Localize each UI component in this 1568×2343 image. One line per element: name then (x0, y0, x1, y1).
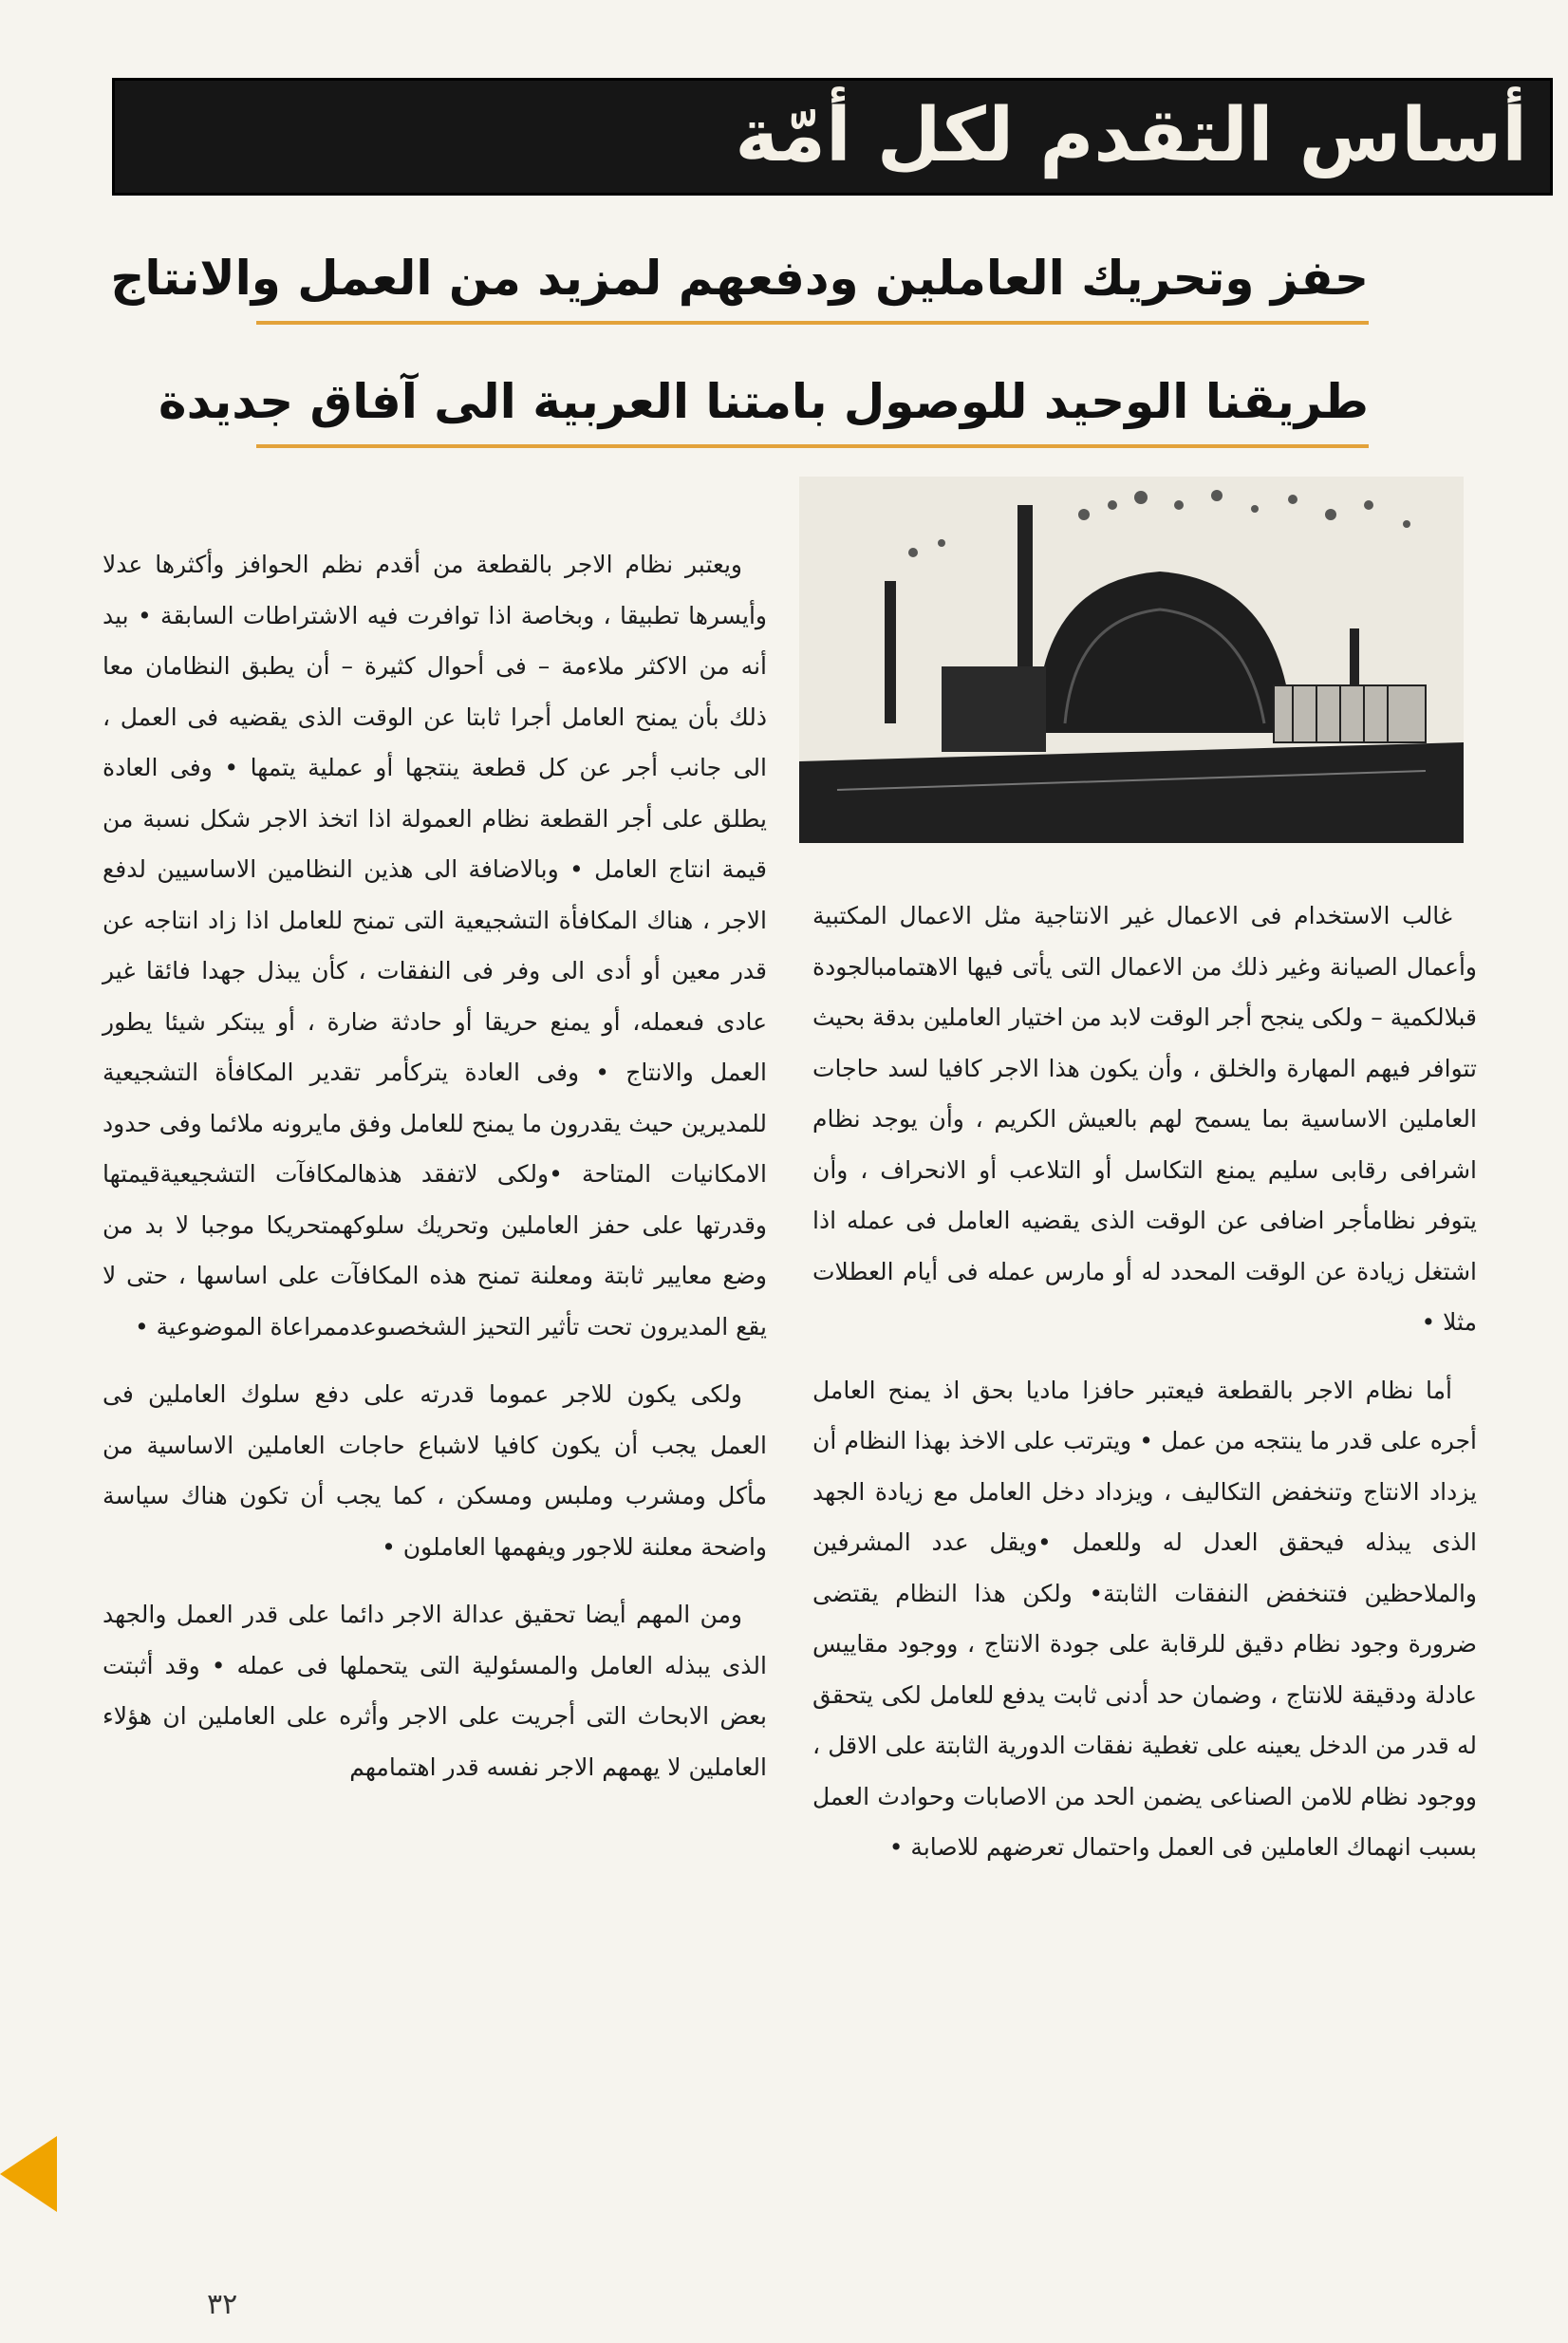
left-column (103, 539, 767, 1809)
right-paragraph-1: غالب الاستخدام فى الاعمال غير الانتاجية مثل الاعمال المكتبية وأعمال الصيانة وغير ذلك من الاعمال التى يأتى فيها الاهتمامبالجودة قبلالكمية – ولكى ينجح أجر الوقت لابد من اختيار العاملين بدقة بحيث تتوافر فيهم المهارة والخلق ، وأن يكون هذا الاجر كافيا لسد حاجات العاملين الاساسية بما يسمح لهم بالعيش الكريم ، وأن يوجد نظام اشرافى رقابى سليم يمنع التكاسل أو التلاعب أو الانحراف ، وأن يتوفر نظامأجر اضافى عن الوقت الذى يقضيه العامل فى عمله اذا اشتغل زيادة عن الوقت المحدد له أو مارس عمله فى أيام العطلات مثلا • (812, 902, 1477, 1336)
page-number: ٣٢ (207, 2288, 238, 2321)
factory-illustration-icon (799, 477, 1464, 843)
left-paragraph-2: ولكى يكون للاجر عموما قدرته على دفع سلوك العاملين فى العمل يجب أن يكون كافيا لاشباع حاجات العاملين الاساسية من مأكل ومشرب وملبس ومسكن ، كما يجب أن تكون هناك سياسة واضحة معلنة للاجور ويفهمها العاملون • (103, 1380, 767, 1561)
headline-underline-2 (256, 444, 1369, 448)
headline-line-2: طريقنا الوحيد للوصول بامتنا العربية الى آفاق جديدة (159, 374, 1369, 429)
title-banner (112, 78, 1553, 196)
headline-underline-1 (256, 321, 1369, 325)
page-turn-arrow-icon (0, 2136, 57, 2212)
right-column (812, 890, 1477, 1890)
left-paragraph-1: ويعتبر نظام الاجر بالقطعة من أقدم نظم الحوافز وأكثرها عدلا وأيسرها تطبيقا ، وبخاصة اذا توافرت فيه الاشتراطات السابقة • بيد أنه من الاكثر ملاءمة – فى أحوال كثيرة – أن يطبق النظامان معا ذلك بأن يمنح العامل أجرا ثابتا عن الوقت الذى يقضيه فى العمل ، الى جانب أجر عن كل قطعة ينتجها أو عملية يتمها • وفى العادة يطلق على أجر القطعة نظام العمولة اذا اتخذ الاجر شكل نسبة من قيمة انتاج العامل • وبالاضافة الى هذين النظامين الاساسيين لدفع الاجر ، هناك المكافأة التشجيعية التى تمنح للعامل اذا زاد انتاجه عن قدر معين أو أدى الى وفر فى النفقات ، كأن يبذل جهدا فائقا غير عادى فىعمله، أو يمنع حريقا أو حادثة ضارة ، أو يبتكر شيئا يطور العمل والانتاج • وفى العادة يتركأمر تقدير المكافأة التشجيعية للمديرين حيث يقدرون ما يمنح للعامل وفق مايرونه ملائما وفى حدود الامكانيات المتاحة •ولكى لاتفقد هذهالمكافآت التشجيعيةقيمتها وقدرتها على حفز العاملين وتحريك سلوكهمتحريكا موجبا لا بد من وضع معايير ثابتة ومعلنة تمنح هذه المكافآت على اساسها ، حتى لا يقع المديرون تحت تأثير التحيز الشخصىوعدممراعاة الموضوعية • (103, 551, 767, 1340)
left-paragraph-3: ومن المهم أيضا تحقيق عدالة الاجر دائما على قدر العمل والجهد الذى يبذله العامل والمسئولية التى يتحملها فى عمله • وقد أثبتت بعض الابحاث التى أجريت على الاجر وأثره على العاملين ان هؤلاء العاملين لا يهمهم الاجر نفسه قدر اهتمامهم (103, 1601, 767, 1781)
headline-line-1: حفز وتحريك العاملين ودفعهم لمزيد من العمل والانتاج (110, 251, 1369, 306)
right-paragraph-2: أما نظام الاجر بالقطعة فيعتبر حافزا ماديا بحق اذ يمنح العامل أجره على قدر ما ينتجه من عمل • ويترتب على الاخذ بهذا النظام أن يزداد الانتاج وتنخفض التكاليف ، ويزداد دخل العامل مع زيادة الجهد الذى يبذله فيحقق العدل له وللعمل •ويقل عدد المشرفين والملاحظين فتنخفض النفقات الثابتة• ولكن هذا النظام يقتضى ضرورة وجود نظام دقيق للرقابة على جودة الانتاج ، ووجود مقاييس عادلة ودقيقة للانتاج ، وضمان حد أدنى ثابت يدفع للعامل لكى يتحقق له قدر من الدخل يعينه على تغطية نفقات الدورية الثابتة على الاقل ، ووجود نظام للامن الصناعى يضمن الحد من الاصابات وحوادث العمل بسبب انهماك العاملين فى العمل واحتمال تعرضهم للاصابة • (812, 1376, 1477, 1861)
factory-illustration (799, 477, 1464, 843)
banner-title: أساس التقدم لكل أمّة (735, 93, 1527, 178)
